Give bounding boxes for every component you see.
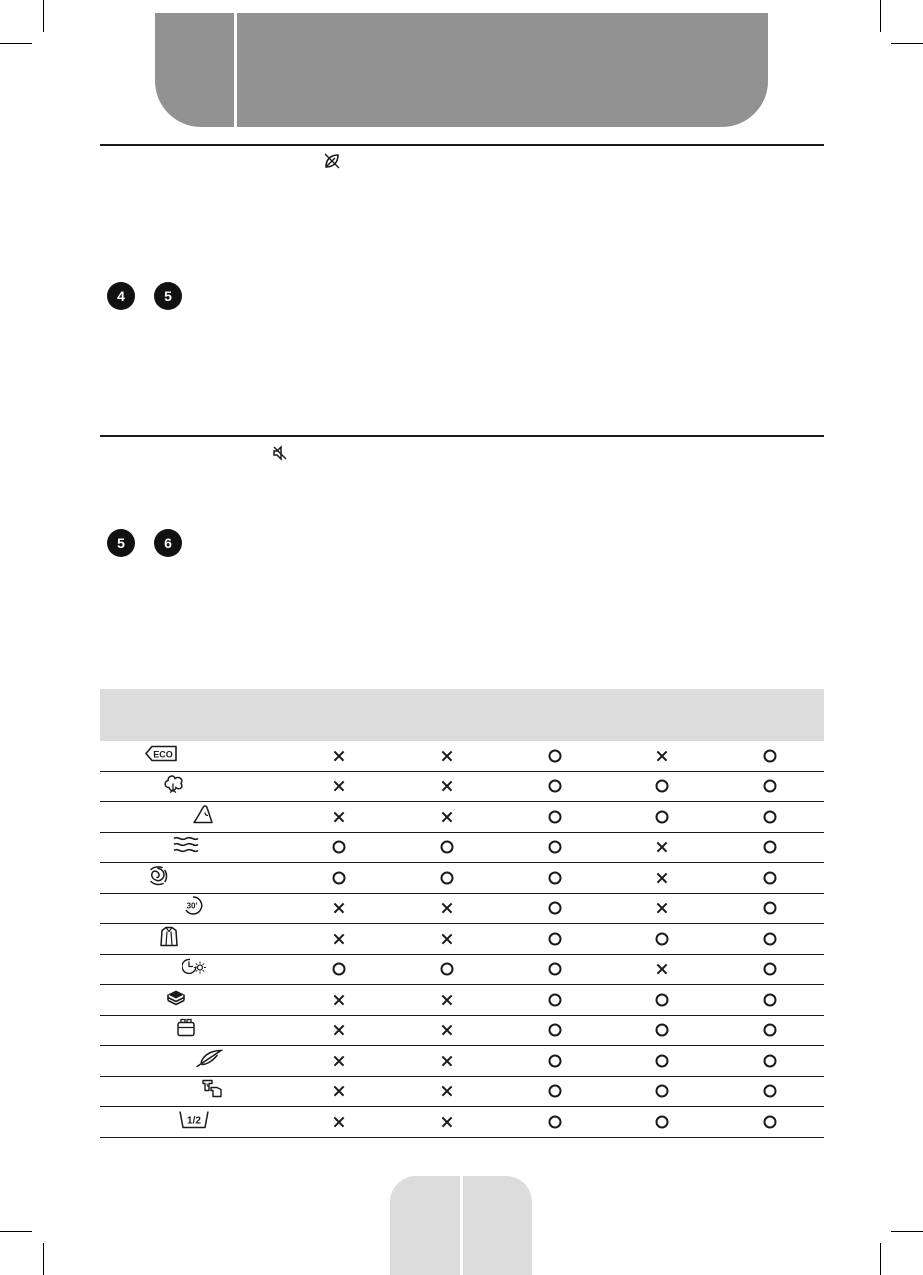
crop-mark (880, 1243, 881, 1275)
crop-mark (880, 0, 881, 32)
program-table (100, 741, 824, 1138)
table-row (100, 833, 824, 864)
table-cell (764, 1115, 777, 1128)
table-cell (332, 1054, 346, 1068)
step-badge: 5 (107, 529, 135, 557)
table-cell (764, 932, 777, 945)
table-cell (440, 749, 454, 763)
table-row (100, 741, 824, 772)
table-cell (441, 841, 454, 854)
table-cell (656, 1024, 669, 1037)
spin-icon (148, 865, 168, 890)
eco-leaf-icon (323, 152, 341, 170)
step-badge: 5 (154, 282, 182, 310)
table-cell (333, 963, 346, 976)
table-cell (764, 841, 777, 854)
table-cell (440, 1084, 454, 1098)
table-cell (332, 993, 346, 1007)
table-cell (764, 810, 777, 823)
table-cell (656, 1085, 669, 1098)
table-cell (332, 1084, 346, 1098)
table-cell (656, 993, 669, 1006)
table-row (100, 772, 824, 803)
section-rule (100, 435, 824, 437)
shirt-icon (160, 926, 178, 951)
table-cell (549, 932, 562, 945)
table-cell (656, 1054, 669, 1067)
table-cell (441, 963, 454, 976)
table-cell (764, 749, 777, 762)
delicate-feather-icon (195, 1048, 223, 1073)
step-badge: 4 (107, 282, 135, 310)
table-cell (764, 902, 777, 915)
table-cell (440, 932, 454, 946)
table-row (100, 985, 824, 1016)
table-cell (655, 840, 669, 854)
drum-clean-icon (176, 1019, 196, 1042)
table-row (100, 1077, 824, 1108)
table-row (100, 955, 824, 986)
table-cell (549, 1024, 562, 1037)
table-row (100, 924, 824, 955)
table-cell (549, 841, 562, 854)
table-cell (764, 1054, 777, 1067)
table-cell (440, 1023, 454, 1037)
timer-dry-icon (182, 957, 208, 982)
synthetics-icon (192, 804, 214, 829)
page-footer-tab (390, 1176, 532, 1275)
table-cell (764, 993, 777, 1006)
sound-mute-icon (272, 445, 288, 461)
table-cell (332, 932, 346, 946)
baby-care-icon (201, 1079, 223, 1104)
table-cell (333, 841, 346, 854)
table-cell (332, 749, 346, 763)
table-cell (332, 1023, 346, 1037)
table-cell (656, 932, 669, 945)
table-row (100, 802, 824, 833)
table-row (100, 1016, 824, 1047)
section-rule (100, 144, 824, 146)
table-cell (440, 810, 454, 824)
table-cell (549, 749, 562, 762)
table-cell (440, 1054, 454, 1068)
quick-30-icon-text: 30' (186, 901, 198, 911)
half-load-icon (178, 1109, 210, 1134)
table-cell (440, 1115, 454, 1129)
table-cell (549, 1115, 562, 1128)
table-cell (549, 780, 562, 793)
table-cell (549, 1054, 562, 1067)
crop-mark (891, 43, 923, 44)
table-cell (656, 810, 669, 823)
table-cell (656, 1115, 669, 1128)
table-cell (549, 871, 562, 884)
table-cell (549, 810, 562, 823)
table-row (100, 863, 824, 894)
step-badge: 6 (154, 529, 182, 557)
table-cell (655, 962, 669, 976)
table-cell (764, 871, 777, 884)
table-cell (655, 901, 669, 915)
table-cell (549, 902, 562, 915)
table-row (100, 894, 824, 925)
crop-mark (43, 1243, 44, 1275)
table-cell (764, 1085, 777, 1098)
table-cell (332, 779, 346, 793)
crop-mark (0, 43, 32, 44)
half-load-icon-text: 1/2 (187, 1115, 201, 1127)
table-cell (440, 993, 454, 1007)
eco-icon-text: ECO (153, 749, 173, 760)
table-cell (332, 1115, 346, 1129)
crop-mark (891, 1231, 923, 1232)
eco-icon (145, 745, 178, 766)
bedding-icon (166, 988, 186, 1011)
table-cell (764, 963, 777, 976)
table-cell (549, 963, 562, 976)
crop-mark (0, 1231, 32, 1232)
table-cell (332, 810, 346, 824)
table-cell (655, 871, 669, 885)
table-header (100, 689, 824, 741)
page-header-tab (155, 13, 768, 127)
rinse-icon (172, 834, 200, 861)
table-cell (655, 749, 669, 763)
quick-30-icon (183, 896, 203, 921)
table-cell (764, 1024, 777, 1037)
table-cell (441, 871, 454, 884)
table-cell (332, 901, 346, 915)
table-cell (333, 871, 346, 884)
table-cell (549, 1085, 562, 1098)
cotton-icon (163, 774, 185, 799)
table-cell (656, 780, 669, 793)
table-row (100, 1107, 824, 1138)
table-cell (764, 780, 777, 793)
table-cell (549, 993, 562, 1006)
table-row (100, 1046, 824, 1077)
footer-divider (460, 1176, 463, 1275)
table-cell (440, 779, 454, 793)
table-cell (440, 901, 454, 915)
crop-mark (43, 0, 44, 32)
header-divider (234, 13, 237, 127)
